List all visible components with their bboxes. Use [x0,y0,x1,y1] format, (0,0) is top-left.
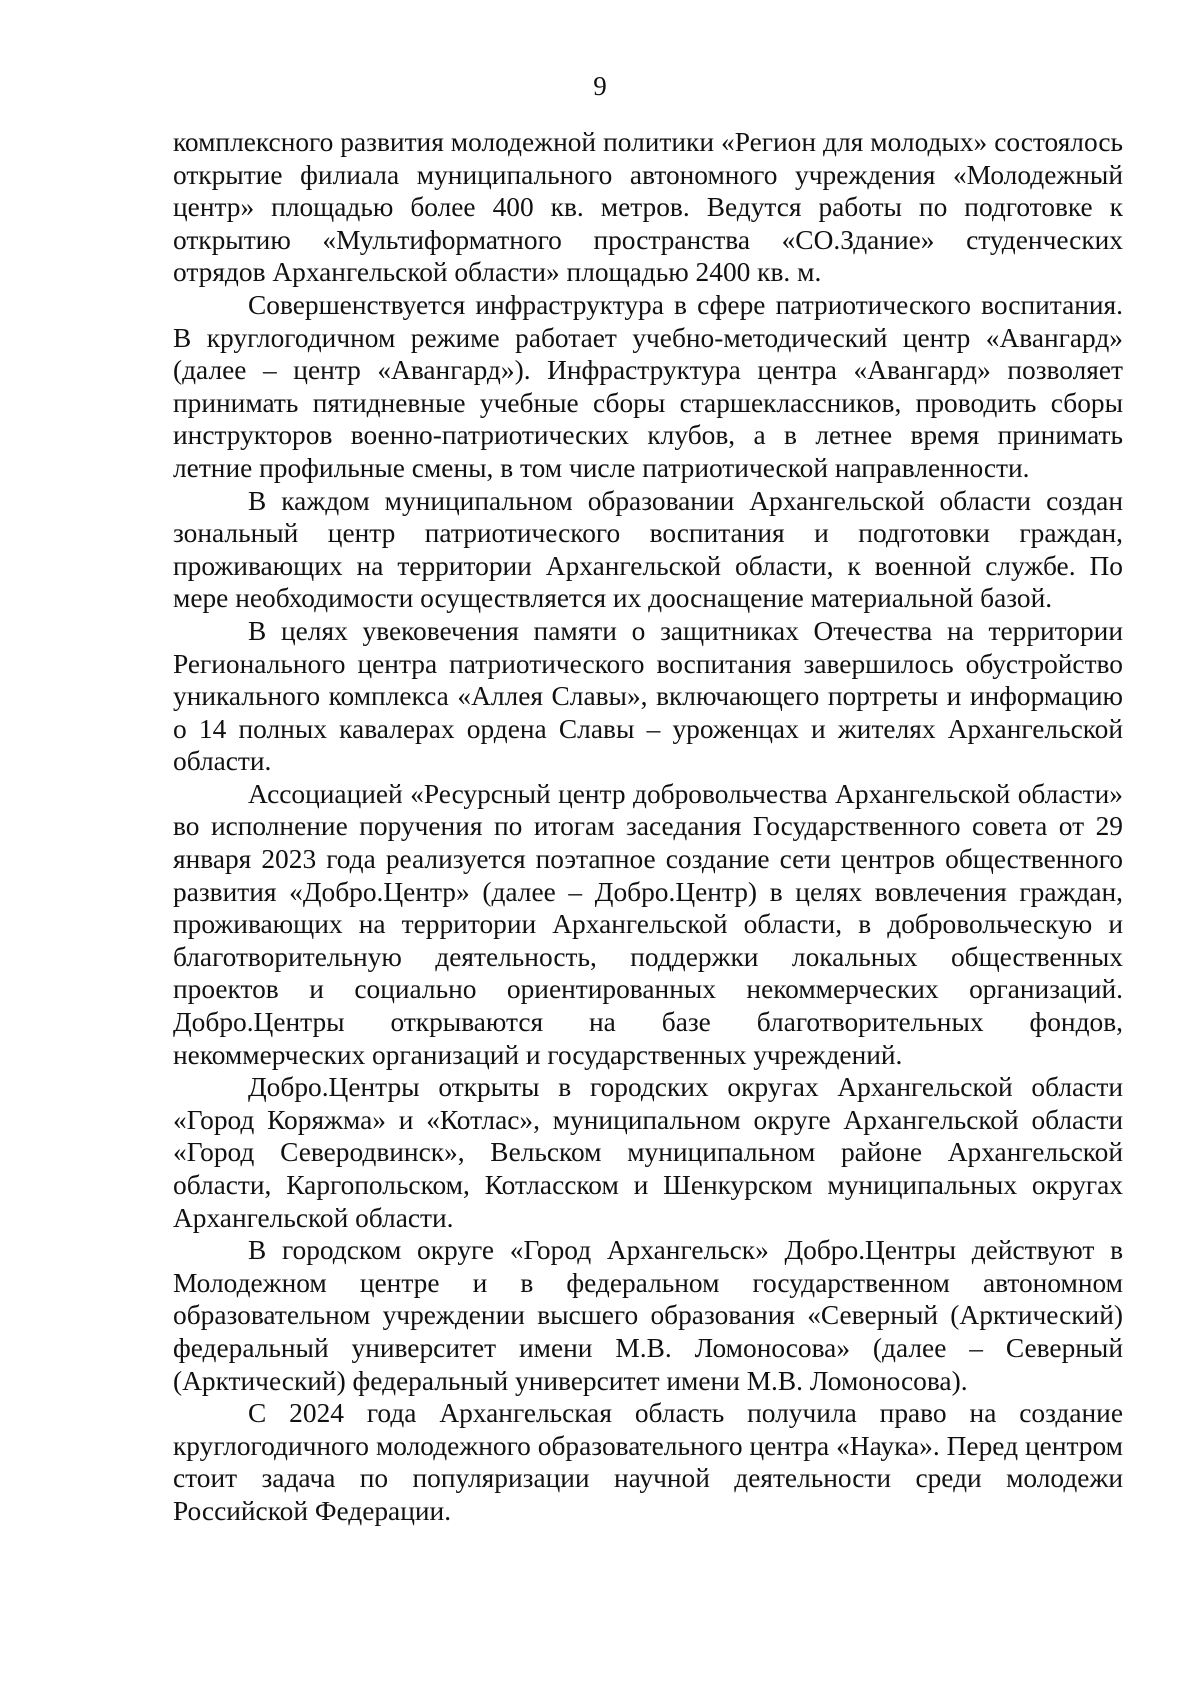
paragraph-dobro-center-locations: Добро.Центры открыты в городских округах Архангельской области «Город Коряжма» и «Котлас», муниципальном округе Архангельской области «Город Северодвинск», Вельском муниципальном районе Архангельской области, Каргопольском, Котласском и Шенкурском муниципальных округах Архангельской области. [173,1072,1123,1233]
paragraph-alley-of-glory: В целях увековечения памяти о защитниках Отечества на территории Регионального центра патриотического воспитания завершилось обустройство уникального комплекса «Аллея Славы», включающего портреты и информацию о 14 полных кавалерах ордена Славы – уроженцах и жителях Архангельской области. [173,615,1123,777]
paragraph-youth-center: комплексного развития молодежной политики «Регион для молодых» состоялось открытие филиала муниципального автономного учреждения «Молодежный центр» площадью более 400 кв. метров. Ведутся работы по подготовке к открытию «Мультиформатного пространства «СО.Здание» студенческих отрядов Архангельской области» площадью 2400 кв. м. [173,127,1123,288]
document-body [173,126,1123,1528]
paragraph-dobro-center-network: Ассоциацией «Ресурсный центр добровольчества Архангельской области» во исполнение поручения по итогам заседания Государственного совета от 29 января 2023 года реализуется поэтапное создание сети центров общественного развития «Добро.Центр» (далее – Добро.Центр) в целях вовлечения граждан, проживающих на территории Архангельской области, в добровольческую и благотворительную деятельность, поддержки локальных общественных проектов и социально ориентированных некоммерческих организаций. Добро.Центры открываются на базе благотворительных фондов, некоммерческих организаций и государственных учреждений. [173,778,1123,1070]
paragraph-avangard-center: Совершенствуется инфраструктура в сфере патриотического воспитания. В круглогодичном режиме работает учебно-методический центр «Авангард» (далее – центр «Авангард»). Инфраструктура центра «Авангард» позволяет принимать пятидневные учебные сборы старшеклассников, проводить сборы инструкторов военно-патриотических клубов, а в летнее время принимать летние профильные смены, в том числе патриотической направленности. [173,289,1123,483]
paragraph-zonal-centers: В каждом муниципальном образовании Архангельской области создан зональный центр патриотического воспитания и подготовки граждан, проживающих на территории Архангельской области, к военной службе. По мере необходимости осуществляется их дооснащение материальной базой. [173,485,1123,614]
page-number: 9 [593,71,607,101]
paragraph-arkhangelsk-dobro-centers: В городском округе «Город Архангельск» Добро.Центры действуют в Молодежном центре и в федеральном государственном автономном образовательном учреждении высшего образования «Северный (Арктический) федеральный университет имени М.В. Ломоносова» (далее – Северный (Арктический) федеральный университет имени М.В. Ломоносова). [173,1235,1123,1396]
paragraph-nauka-center: С 2024 года Архангельская область получила право на создание круглогодичного молодежного образовательного центра «Наука». Перед центром стоит задача по популяризации научной деятельности среди молодежи Российской Федерации. [173,1398,1123,1526]
